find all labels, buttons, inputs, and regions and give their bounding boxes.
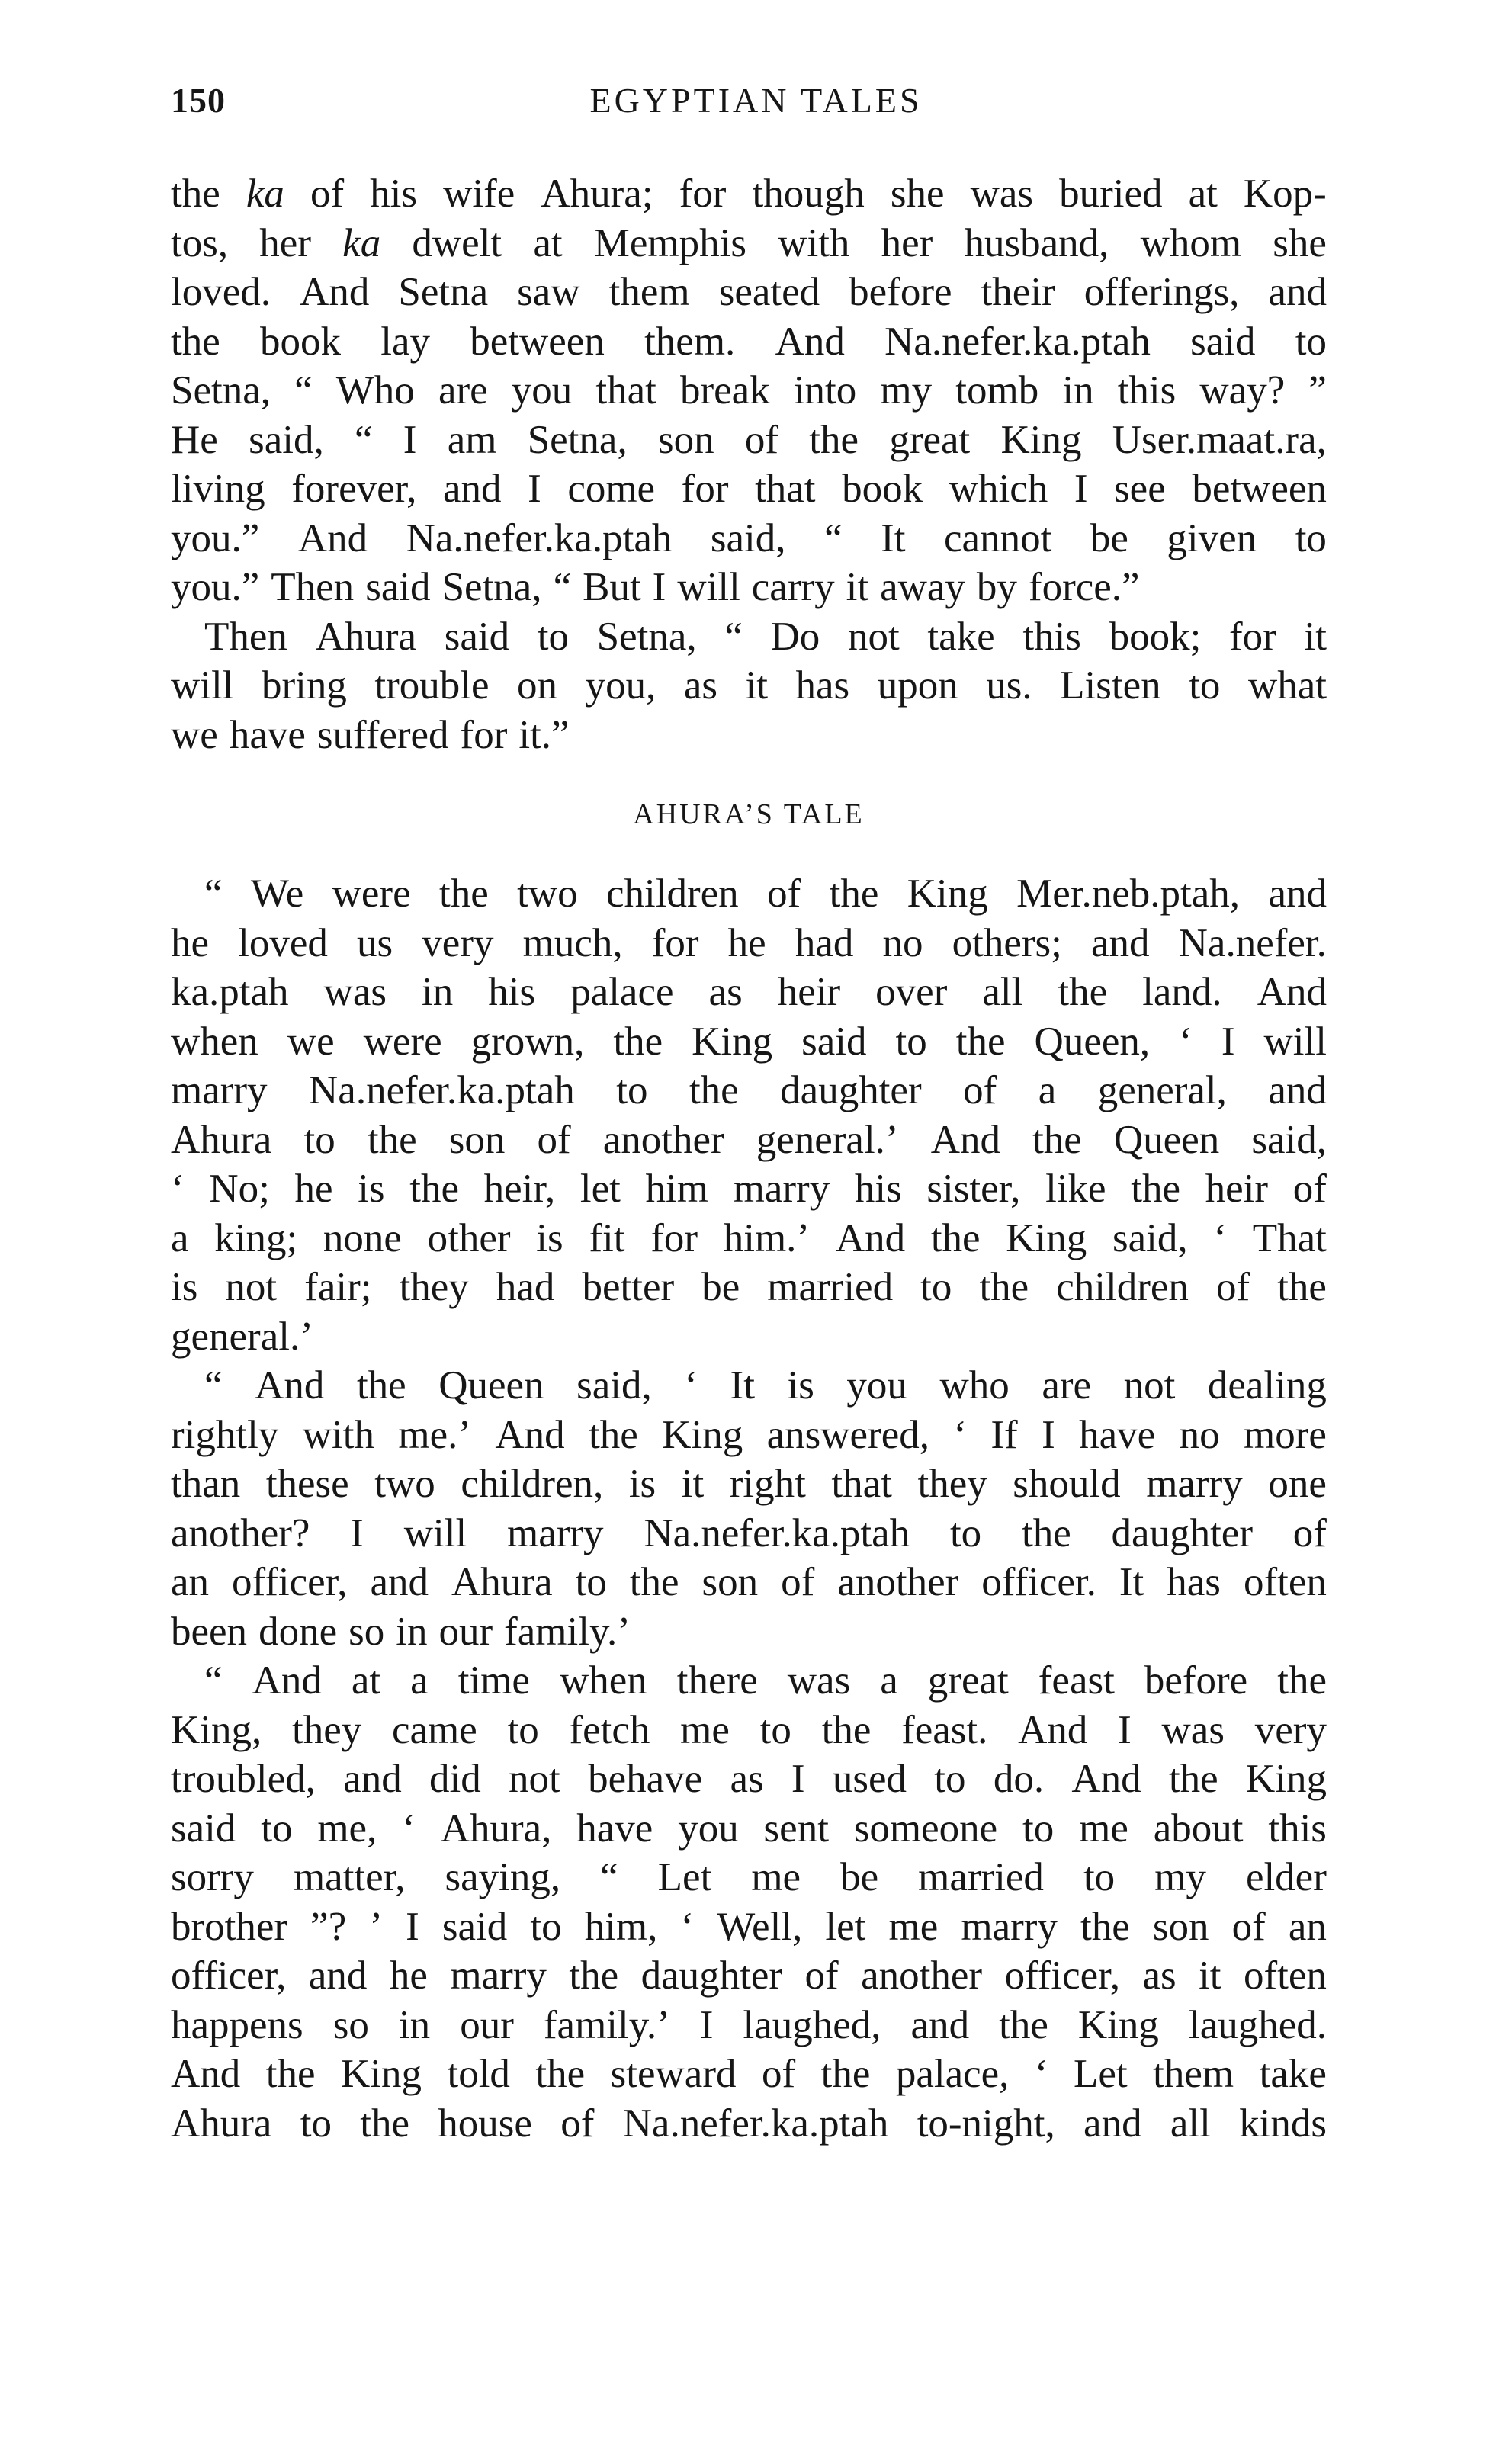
text-line: he loved us very much, for he had no others; and Na.nefer. xyxy=(171,920,1327,965)
text-line: the ka of his wife Ahura; for though she was buried at Kop- xyxy=(171,172,1327,216)
text-line: Ahura to the son of another general.’ And the Queen said, xyxy=(171,1117,1327,1162)
text-line: And the King told the steward of the palace, ‘ Let them take xyxy=(171,2052,1327,2096)
text-line: the book lay between them. And Na.nefer.ka.ptah said to xyxy=(171,319,1327,364)
text-line: Ahura to the house of Na.nefer.ka.ptah to-night, and all kinds xyxy=(171,2101,1327,2146)
paragraph xyxy=(171,1656,1327,2148)
section-heading: AHURA’S TALE xyxy=(633,798,865,830)
text-line: He said, “ I am Setna, son of the great King User.maat.ra, xyxy=(171,417,1327,462)
running-title: EGYPTIAN TALES xyxy=(589,81,923,120)
text-line: when we were grown, the King said to the Queen, ‘ I will xyxy=(171,1019,1327,1064)
text-line: Setna, “ Who are you that break into my tomb in this way? ” xyxy=(171,368,1327,413)
paragraph xyxy=(171,869,1327,1361)
text-line: you.” Then said Setna, “ But I will carry it away by force.” xyxy=(171,565,1140,609)
text-line: brother ”? ’ I said to him, ‘ Well, let me marry the son of an xyxy=(171,1904,1327,1949)
text-line: an officer, and Ahura to the son of another officer. It has often xyxy=(171,1560,1327,1604)
text-line: “ And the Queen said, ‘ It is you who are not dealing xyxy=(204,1363,1327,1408)
text-line: will bring trouble on you, as it has upon us. Listen to what xyxy=(171,663,1327,708)
text-line: “ And at a time when there was a great feast before the xyxy=(204,1658,1327,1703)
body-text xyxy=(171,169,1327,2148)
text-line: general.’ xyxy=(171,1314,313,1359)
text-line: a king; none other is fit for him.’ And the King said, ‘ That xyxy=(171,1215,1327,1260)
text-line: “ We were the two children of the King Mer.neb.ptah, and xyxy=(204,872,1327,916)
text-line: officer, and he marry the daughter of another officer, as it often xyxy=(171,1953,1327,1998)
text-line: sorry matter, saying, “ Let me be married to my elder xyxy=(171,1855,1327,1899)
paragraph xyxy=(171,612,1327,760)
page-header xyxy=(0,78,1512,124)
text-line: Then Ahura said to Setna, “ Do not take this book; for it xyxy=(204,614,1327,659)
text-line: been done so in our family.’ xyxy=(171,1609,631,1654)
text-line: is not fair; they had better be married to the children of the xyxy=(171,1265,1327,1309)
text-line: loved. And Setna saw them seated before their offerings, and xyxy=(171,270,1327,314)
text-line: tos, her ka dwelt at Memphis with her husband, whom she xyxy=(171,220,1327,265)
text-line: said to me, ‘ Ahura, have you sent someone to me about this xyxy=(171,1806,1327,1851)
text-line: another? I will marry Na.nefer.ka.ptah to the daughter of xyxy=(171,1510,1327,1555)
text-line: ka.ptah was in his palace as heir over all the land. And xyxy=(171,970,1327,1014)
text-line: ‘ No; he is the heir, let him marry his sister, like the heir of xyxy=(171,1167,1327,1211)
text-line: you.” And Na.nefer.ka.ptah said, “ It cannot be given to xyxy=(171,515,1327,560)
page-number: 150 xyxy=(171,81,226,120)
text-line: marry Na.nefer.ka.ptah to the daughter of a general, and xyxy=(171,1068,1327,1112)
text-line: happens so in our family.’ I laughed, and the King laughed. xyxy=(171,2002,1327,2047)
text-line: troubled, and did not behave as I used to do. And the King xyxy=(171,1757,1327,1801)
paragraph xyxy=(171,1361,1327,1656)
text-line: we have suffered for it.” xyxy=(171,712,570,757)
paragraph xyxy=(171,169,1327,612)
text-line: than these two children, is it right that they should marry one xyxy=(171,1462,1327,1506)
text-line: rightly with me.’ And the King answered, ‘ If I have no more xyxy=(171,1412,1327,1457)
text-line: King, they came to fetch me to the feast. And I was very xyxy=(171,1707,1327,1752)
text-line: living forever, and I come for that book which I see between xyxy=(171,467,1327,511)
